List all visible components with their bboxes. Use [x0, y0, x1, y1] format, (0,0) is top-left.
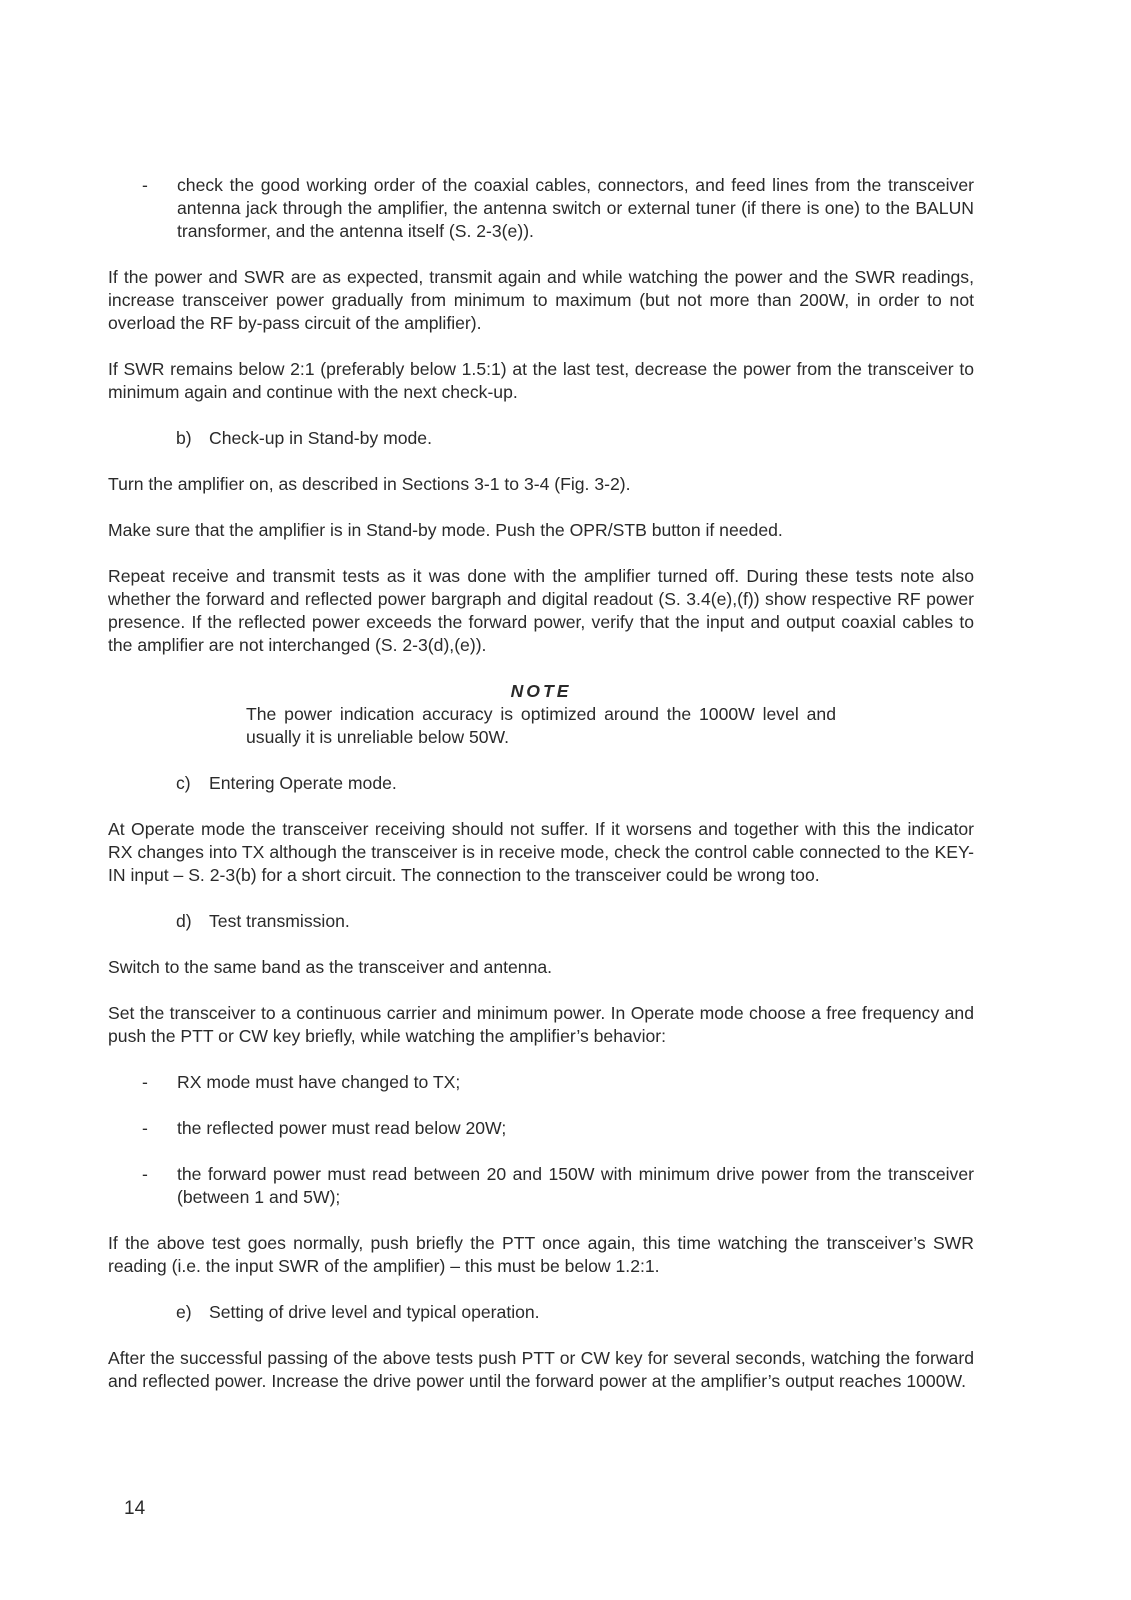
list-item: [108, 174, 974, 243]
paragraph: Set the transceiver to a continuous carrier and minimum power. In Operate mode choose a free frequency and push the PTT or CW key briefly, while watching the amplifier’s behavior:: [108, 1003, 974, 1046]
list-item: [108, 1071, 974, 1094]
subheading-text: Check-up in Stand-by mode.: [209, 428, 432, 448]
subheading-text: Test transmission.: [209, 911, 350, 931]
subheading-text: Entering Operate mode.: [209, 773, 397, 793]
paragraph: If SWR remains below 2:1 (preferably below 1.5:1) at the last test, decrease the power from the transceiver to minimum again and continue with the next check-up.: [108, 359, 974, 402]
subheading-c: [108, 772, 974, 795]
paragraph: If the power and SWR are as expected, transmit again and while watching the power and the SWR readings, increase transceiver power gradually from minimum to maximum (but not more than 200W, in order to not overload the RF by-pass circuit of the amplifier).: [108, 267, 974, 333]
subheading-letter: e): [176, 1302, 192, 1322]
subheading-d: [108, 910, 974, 933]
list-item-text: the forward power must read between 20 and 150W with minimum drive power from the transceiver (between 1 and 5W);: [177, 1164, 974, 1207]
paragraph: Turn the amplifier on, as described in Sections 3-1 to 3-4 (Fig. 3-2).: [108, 474, 631, 494]
subheading-letter: d): [176, 911, 192, 931]
list-item-text: RX mode must have changed to TX;: [177, 1072, 461, 1092]
list-item-text: the reflected power must read below 20W;: [177, 1118, 507, 1138]
bullet-dash: -: [142, 1164, 148, 1184]
note-body: The power indication accuracy is optimized around the 1000W level and usually it is unreliable below 50W.: [246, 704, 836, 747]
paragraph: Make sure that the amplifier is in Stand-by mode. Push the OPR/STB button if needed.: [108, 520, 783, 540]
bullet-dash: -: [142, 1072, 148, 1092]
subheading-e: [108, 1301, 974, 1324]
list-item-text: check the good working order of the coaxial cables, connectors, and feed lines from the transceiver antenna jack through the amplifier, the antenna switch or external tuner (if there is one) to the BALUN transformer, and the antenna itself (S. 2-3(e)).: [177, 175, 974, 241]
paragraph: At Operate mode the transceiver receiving should not suffer. If it worsens and together with this the indicator RX changes into TX although the transceiver is in receive mode, check the control cable connected to the KEY-IN input – S. 2-3(b) for a short circuit. The connection to the transceiver could be wrong too.: [108, 819, 974, 885]
paragraph: Repeat receive and transmit tests as it was done with the amplifier turned off. During these tests note also whether the forward and reflected power bargraph and digital readout (S. 3.4(e),(f)) show respective RF power presence. If the reflected power exceeds the forward power, verify that the input and output coaxial cables to the amplifier are not interchanged (S. 2-3(d),(e)).: [108, 566, 974, 655]
note-title: NOTE: [510, 681, 572, 701]
list-item: [108, 1163, 974, 1209]
subheading-text: Setting of drive level and typical operation.: [209, 1302, 540, 1322]
bullet-dash: -: [142, 175, 148, 195]
page-number: 14: [124, 1498, 146, 1519]
list-item: [108, 1117, 974, 1140]
paragraph: Switch to the same band as the transceiver and antenna.: [108, 957, 553, 977]
subheading-letter: c): [176, 773, 191, 793]
subheading-letter: b): [176, 428, 192, 448]
bullet-dash: -: [142, 1118, 148, 1138]
page-content: [108, 174, 974, 1393]
paragraph: After the successful passing of the above tests push PTT or CW key for several seconds, watching the forward and reflected power. Increase the drive power until the forward power at the amplifier’s output reaches 1000W.: [108, 1348, 974, 1391]
subheading-b: [108, 427, 974, 450]
paragraph: If the above test goes normally, push briefly the PTT once again, this time watching the transceiver’s SWR reading (i.e. the input SWR of the amplifier) – this must be below 1.2:1.: [108, 1233, 974, 1276]
